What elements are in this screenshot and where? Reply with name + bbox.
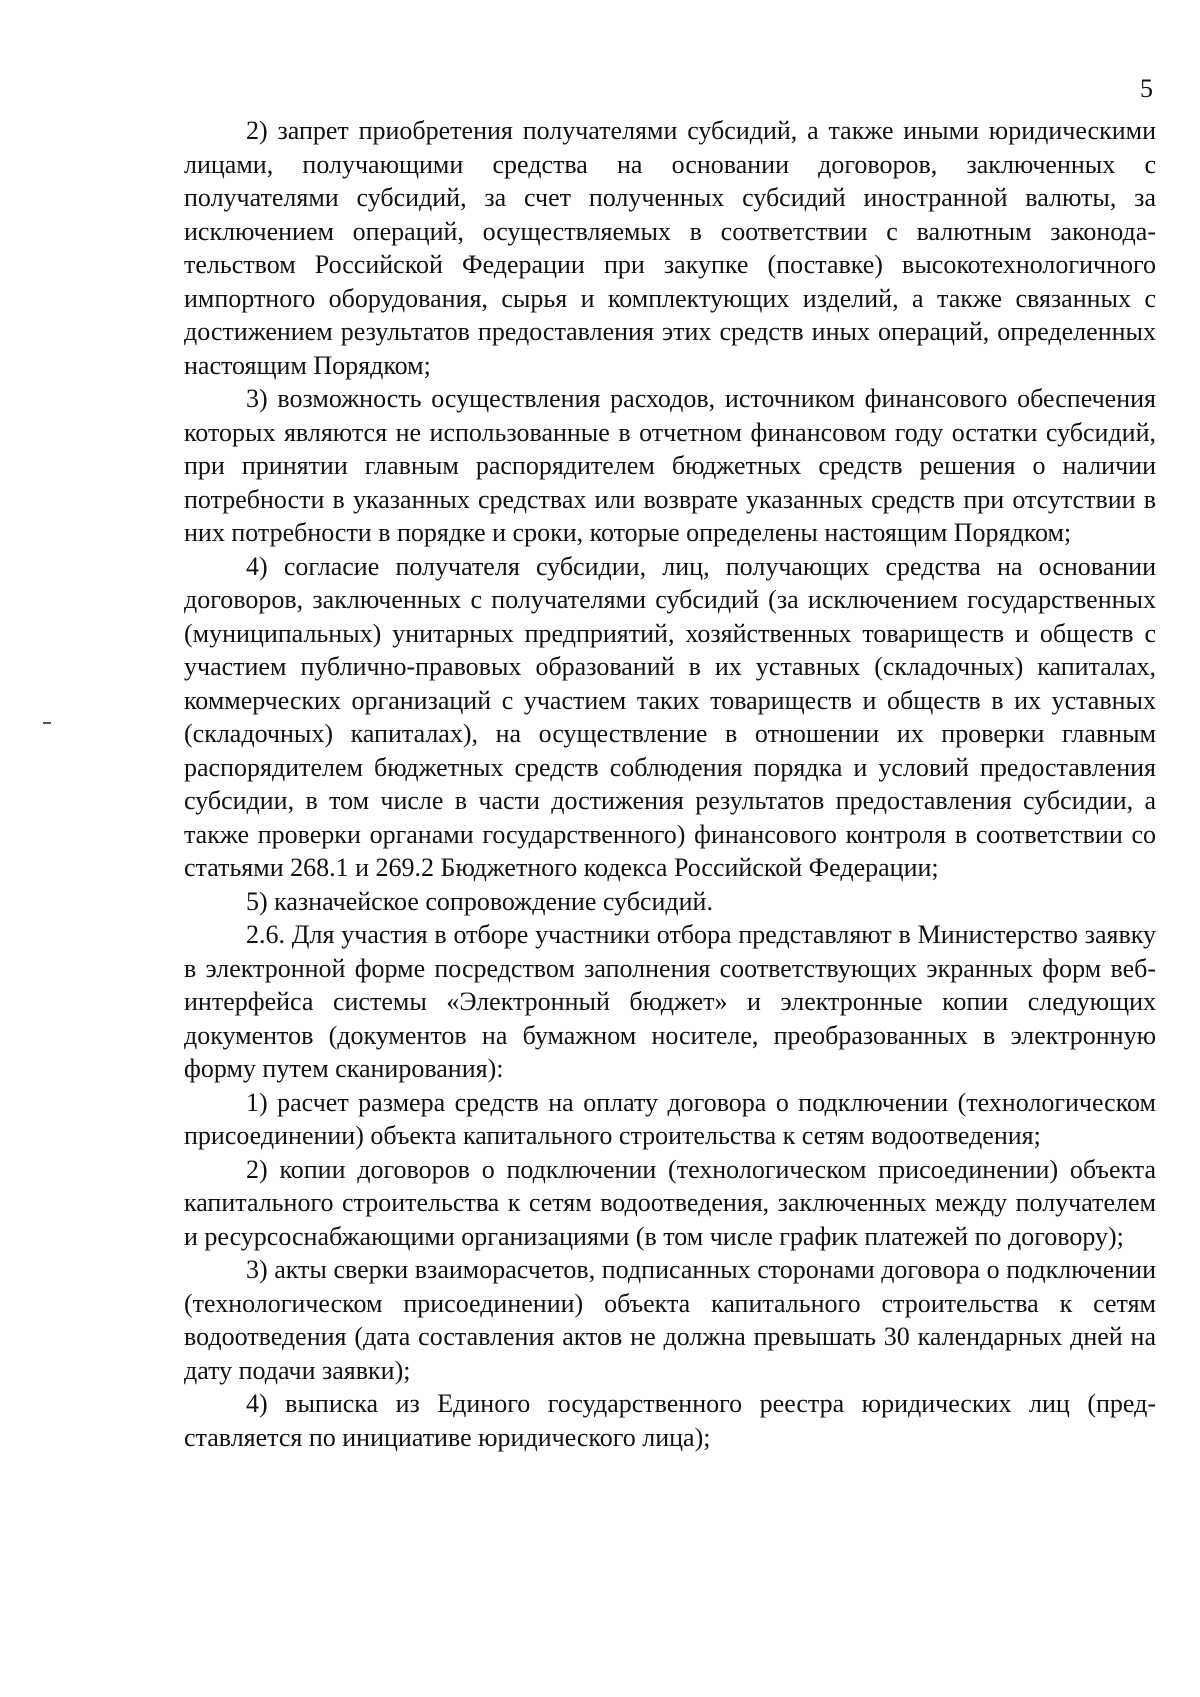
paragraph-item-2: 2) запрет приобретения получателями субсидий, а также иными юридическими лицами, получающими средства на основании договоров, заключенных с получателями субсидий, за счет полученных субсидий иностранной валюты, за исключением операций, осуществляемых в соответствии с валютным законодательством Российской Федерации при закупке (поставке) высокотехнологичного импортного оборудования, сырья и комплектующих изделий, а также связанных с достижением результатов предоставления этих средств иных операций, определенных настоящим Порядком; — [184, 116, 1156, 380]
paragraph-document-4: 4) выписка из Единого государственного реестра юридических лиц (представляется по инициативе юридического лица); — [184, 1389, 1156, 1452]
page-number: 5 — [1140, 74, 1153, 103]
paragraph-item-3: 3) возможность осуществления расходов, источником финансового обеспечения которых являются не использованные в отчетном финансовом году остатки субсидий, при принятии главным распорядителем бюджетных средств решения о наличии потребности в указанных средствах или возврате указанных средств при отсутствии в них потребности в порядке и сроки, которые определены настоящим Порядком; — [184, 384, 1156, 547]
paragraph-document-1: 1) расчет размера средств на оплату договора о подключении (технологическом присоединении) объекта капитального строительства к сетям водоотведения; — [184, 1087, 1156, 1150]
paragraph-item-4: 4) согласие получателя субсидии, лиц, получающих средства на основании договоров, заключенных с получателями субсидий (за исключением государственных (муниципальных) унитарных предприятий, хозяйственных товариществ и обществ с участием публично-правовых образований в их уставных (складочных) капиталах, коммерческих организаций с участием таких товариществ и обществ в их уставных (складочных) капиталах), на осуществление в отношении их проверки главным распорядителем бюджетных средств соблюдения порядка и условий предоставления субсидии, в том числе в части достижения результатов предоставления субсидии, а также проверки органами государственного) финансового контроля в соответствии со статьями 268.1 и 269.2 Бюджетного кодекса Российской Федерации; — [184, 551, 1156, 882]
scan-artifact-mark — [43, 722, 51, 724]
document-body — [184, 114, 1156, 1454]
paragraph-document-2: 2) копии договоров о подключении (технологическом присоединении) объекта капитального строительства к сетям водоотведения, заключенных между получателем и ресурсоснабжающими организациями (в том числе график платежей по договору); — [184, 1154, 1156, 1251]
paragraph-item-5: 5) казначейское сопровождение субсидий. — [246, 886, 713, 916]
paragraph-clause-2-6: 2.6. Для участия в отборе участники отбора представляют в Министерство заявку в электронной форме посредством заполнения соответствующих экранных форм веб-интерфейса системы «Электронный бюджет» и электронные копии следующих документов (документов на бумажном носителе, преобразованных в электронную форму путем сканирования): — [184, 920, 1156, 1083]
paragraph-document-3: 3) акты сверки взаиморасчетов, подписанных сторонами договора о подключении (технологическом присоединении) объекта капитального строительства к сетям водоотведения (дата составления актов не должна превышать 30 календарных дней на дату подачи заявки); — [184, 1255, 1156, 1385]
